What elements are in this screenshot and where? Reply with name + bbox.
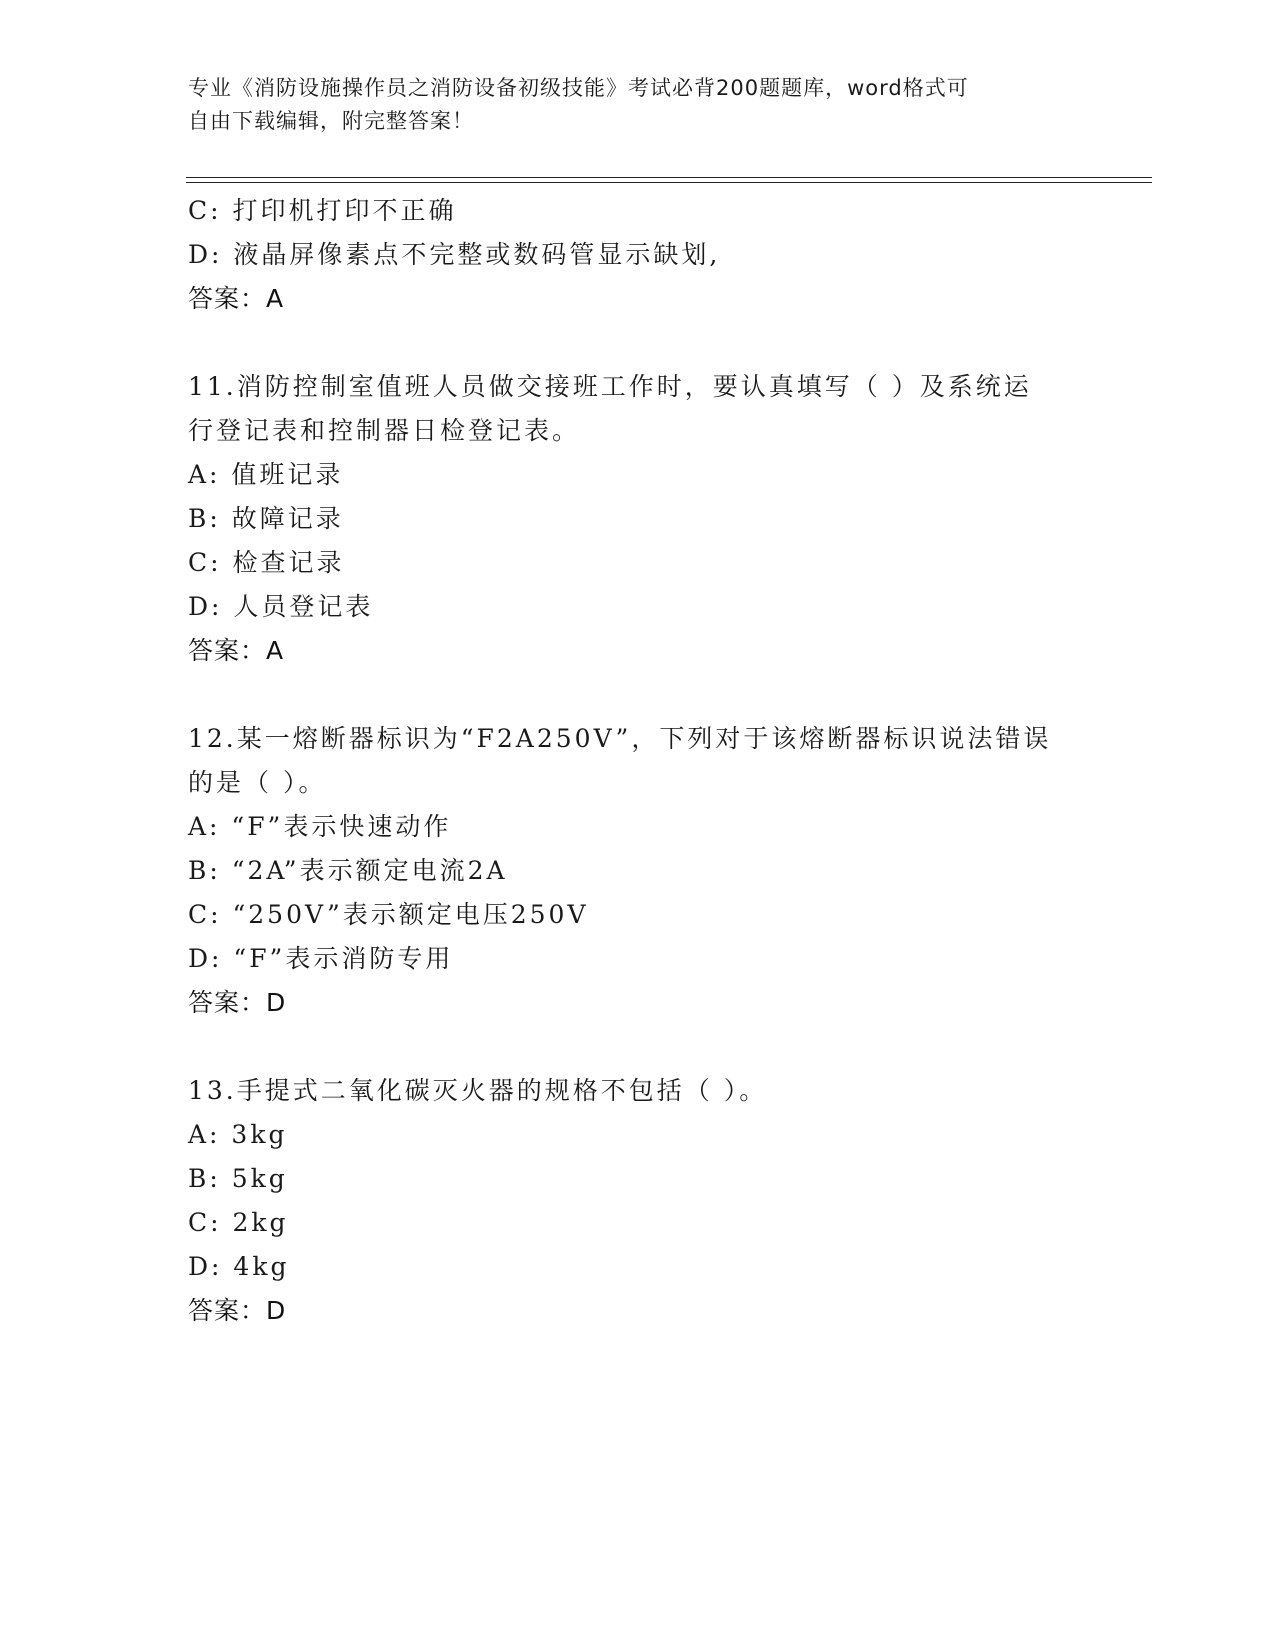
question-11 bbox=[188, 365, 1088, 673]
answer: 答案：A bbox=[188, 284, 285, 313]
option-d: D: 液晶屏像素点不完整或数码管显示缺划, bbox=[188, 240, 721, 269]
option-c: C: 2kg bbox=[188, 1208, 289, 1237]
question-stem: 11.消防控制室值班人员做交接班工作时，要认真填写（ ）及系统运 bbox=[188, 372, 1032, 401]
spacer bbox=[188, 1025, 1088, 1069]
option-d: D: 人员登记表 bbox=[188, 592, 374, 621]
answer: 答案：D bbox=[188, 988, 287, 1017]
option-d: D: “F”表示消防专用 bbox=[188, 944, 454, 973]
header-divider-bottom bbox=[186, 182, 1152, 183]
answer: 答案：D bbox=[188, 1296, 287, 1325]
option-c: C: “250V”表示额定电压250V bbox=[188, 900, 589, 929]
option-a: A: “F”表示快速动作 bbox=[188, 812, 452, 841]
header-divider-top bbox=[186, 177, 1152, 178]
question-13 bbox=[188, 1069, 1088, 1333]
question-stem-cont: 行登记表和控制器日检登记表。 bbox=[188, 416, 581, 445]
question-stem: 13.手提式二氧化碳灭火器的规格不包括（ ）。 bbox=[188, 1076, 768, 1105]
document-body bbox=[188, 189, 1088, 1333]
question-12 bbox=[188, 717, 1088, 1025]
header-line-2: 自由下载编辑，附完整答案！ bbox=[188, 109, 474, 133]
answer: 答案：A bbox=[188, 636, 285, 665]
option-a: A: 3kg bbox=[188, 1120, 288, 1149]
header-line-1: 专业《消防设施操作员之消防设备初级技能》考试必背200题题库，word格式可 bbox=[188, 76, 969, 100]
option-b: B: 故障记录 bbox=[188, 504, 344, 533]
option-c: C: 检查记录 bbox=[188, 548, 345, 577]
spacer bbox=[188, 673, 1088, 717]
page-header bbox=[188, 72, 1068, 138]
option-b: B: 5kg bbox=[188, 1164, 288, 1193]
question-stem-cont: 的是（ ）。 bbox=[188, 768, 327, 797]
question-10-tail bbox=[188, 189, 1088, 321]
option-c: C: 打印机打印不正确 bbox=[188, 196, 457, 225]
spacer bbox=[188, 321, 1088, 365]
option-b: B: “2A”表示额定电流2A bbox=[188, 856, 508, 885]
question-stem: 12.某一熔断器标识为“F2A250V”，下列对于该熔断器标识说法错误 bbox=[188, 724, 1052, 753]
option-d: D: 4kg bbox=[188, 1252, 290, 1281]
option-a: A: 值班记录 bbox=[188, 460, 344, 489]
